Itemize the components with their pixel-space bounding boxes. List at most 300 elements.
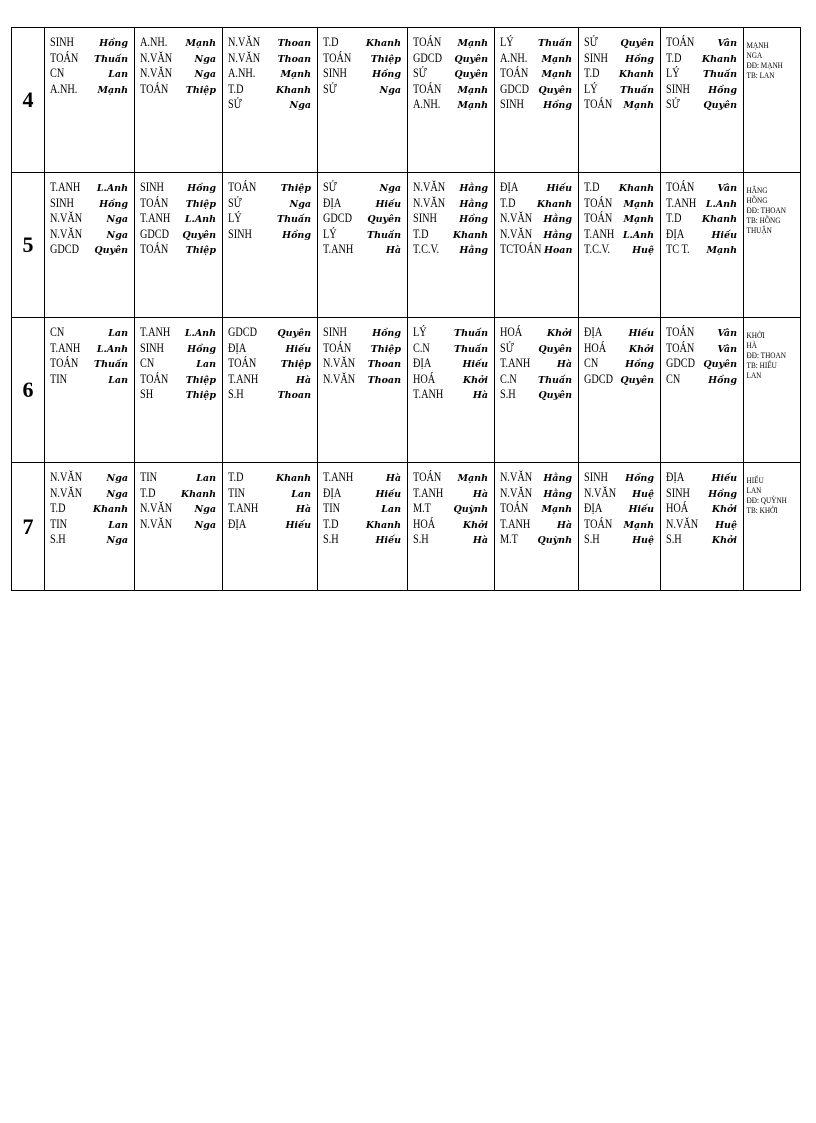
duty-note-line: TB: KHỞI xyxy=(746,505,778,515)
teacher-name: Nga xyxy=(194,519,216,531)
duty-note-line: NGA xyxy=(746,50,763,60)
class-schedule-cell xyxy=(318,173,408,318)
teacher-name: Khanh xyxy=(275,473,311,484)
class-schedule-cell xyxy=(661,28,744,173)
subject-name: T.ANH xyxy=(500,356,531,370)
period-entry xyxy=(140,51,219,67)
period-entry xyxy=(584,372,657,388)
period-entry xyxy=(500,97,575,113)
teacher-name: Khanh xyxy=(618,69,654,80)
period-entry xyxy=(666,196,740,212)
period-entry xyxy=(666,97,740,113)
period-entry xyxy=(584,486,657,502)
subject-name: T.ANH xyxy=(413,485,444,500)
subject-name: N.VĂN xyxy=(228,35,261,49)
subject-name: SINH xyxy=(666,485,690,500)
teacher-name: Khởi xyxy=(546,328,572,339)
period-entry xyxy=(584,501,657,517)
subject-name: LÝ xyxy=(584,81,598,96)
subject-name: TOÁN xyxy=(323,50,352,65)
subject-name: HOÁ xyxy=(413,371,436,386)
period-entry xyxy=(500,82,575,98)
period-entry xyxy=(584,517,657,533)
period-entry xyxy=(500,517,575,533)
period-entry xyxy=(50,470,131,486)
teacher-name: Quyên xyxy=(454,53,488,65)
subject-name: CN xyxy=(50,66,65,80)
subject-name: T.D xyxy=(140,485,156,500)
teacher-name: Lan xyxy=(196,473,216,484)
teacher-name: Hà xyxy=(385,245,401,256)
period-entry xyxy=(323,470,404,486)
teacher-name: Hồng xyxy=(708,374,737,386)
teacher-name: L.Anh xyxy=(96,183,128,194)
period-entry xyxy=(140,486,219,502)
subject-name: TIN xyxy=(50,516,68,531)
subject-name: T.ANH xyxy=(500,516,531,531)
class-schedule-cell xyxy=(579,463,661,591)
period-entry xyxy=(413,227,491,243)
period-entry xyxy=(50,325,131,341)
day-number: 4 xyxy=(12,28,45,173)
period-entry xyxy=(500,51,575,67)
subject-name: CN xyxy=(584,356,599,370)
period-entry xyxy=(50,227,131,243)
subject-name: N.VĂN xyxy=(666,516,699,531)
period-entry xyxy=(228,470,314,486)
teacher-name: Nga xyxy=(289,198,311,210)
period-entry xyxy=(228,356,314,372)
period-entry xyxy=(413,97,491,113)
teacher-name: Quyên xyxy=(454,69,488,80)
period-entry xyxy=(500,66,575,82)
subject-name: TOÁN xyxy=(500,501,529,515)
period-entry xyxy=(500,501,575,517)
subject-name: TOÁN xyxy=(584,516,613,531)
subject-name: ĐỊA xyxy=(584,501,603,515)
period-entry xyxy=(228,341,314,357)
subject-name: C.N xyxy=(413,340,430,355)
period-entry xyxy=(323,196,404,212)
period-entry xyxy=(584,66,657,82)
period-entry xyxy=(413,242,491,258)
subject-name: T.D xyxy=(228,81,244,96)
period-entry xyxy=(584,51,657,67)
subject-name: TIN xyxy=(228,485,246,500)
period-entry xyxy=(500,196,575,212)
duty-note-cell xyxy=(744,173,801,318)
teacher-name: Nga xyxy=(106,535,128,546)
subject-name: N.VĂN xyxy=(140,66,173,80)
teacher-name: Lan xyxy=(108,374,128,386)
teacher-name: Thuấn xyxy=(454,328,488,339)
duty-note-line: HÀ xyxy=(746,340,757,350)
class-schedule-cell xyxy=(223,463,318,591)
subject-name: T.ANH xyxy=(666,195,697,210)
class-schedule-cell xyxy=(45,318,135,463)
teacher-name: Quyên xyxy=(277,328,311,339)
teacher-name: Mạnh xyxy=(185,38,216,49)
teacher-name: Hằng xyxy=(459,245,488,256)
teacher-name: Hiếu xyxy=(375,198,401,210)
period-entry xyxy=(584,356,657,372)
subject-name: S.H xyxy=(584,532,600,546)
period-entry xyxy=(140,211,219,227)
period-entry xyxy=(500,470,575,486)
teacher-name: L.Anh xyxy=(96,343,128,355)
period-entry xyxy=(666,180,740,196)
teacher-name: Mạnh xyxy=(457,473,488,484)
teacher-name: Mạnh xyxy=(280,69,311,80)
teacher-name: Nga xyxy=(194,69,216,80)
teacher-name: Hà xyxy=(295,504,311,515)
subject-name: T.C.V. xyxy=(413,242,440,256)
subject-name: T.D xyxy=(666,211,682,225)
subject-name: TOÁN xyxy=(50,50,79,65)
period-entry xyxy=(666,66,740,82)
subject-name: SỬ xyxy=(228,97,242,111)
teacher-name: Nga xyxy=(106,214,128,225)
period-entry xyxy=(584,470,657,486)
subject-name: TOÁN xyxy=(500,66,529,80)
period-entry xyxy=(323,180,404,196)
timetable-row-day-7 xyxy=(12,463,801,591)
subject-name: CN xyxy=(140,356,155,370)
teacher-name: Huệ xyxy=(632,245,654,256)
class-schedule-cell xyxy=(318,463,408,591)
teacher-name: Quỳnh xyxy=(453,504,488,515)
subject-name: GDCD xyxy=(50,242,80,256)
teacher-name: Hiếu xyxy=(711,473,737,484)
subject-name: TOÁN xyxy=(228,356,257,370)
period-entry xyxy=(50,356,131,372)
duty-note-line: THUẬN xyxy=(746,225,772,235)
subject-name: S.H xyxy=(50,532,66,546)
teacher-name: Hằng xyxy=(543,488,572,500)
period-entry xyxy=(413,196,491,212)
period-entry xyxy=(50,517,131,533)
timetable-row-day-4 xyxy=(12,28,801,173)
period-entry xyxy=(323,35,404,51)
period-entry xyxy=(413,325,491,341)
teacher-name: Thuấn xyxy=(538,38,572,49)
period-entry xyxy=(500,180,575,196)
class-schedule-cell xyxy=(408,463,495,591)
subject-name: GDCD xyxy=(413,50,443,65)
subject-name: HOÁ xyxy=(584,340,607,355)
class-schedule-cell xyxy=(579,318,661,463)
duty-note-line: TB: LAN xyxy=(746,70,775,80)
subject-name: LÝ xyxy=(413,325,427,339)
period-entry xyxy=(228,211,314,227)
subject-name: CN xyxy=(666,371,681,386)
teacher-name: Khanh xyxy=(452,229,488,241)
subject-name: N.VĂN xyxy=(50,226,83,241)
teacher-name: Khanh xyxy=(365,38,401,49)
period-entry xyxy=(323,486,404,502)
subject-name: N.VĂN xyxy=(584,485,617,500)
subject-name: TOÁN xyxy=(584,195,613,210)
subject-name: LÝ xyxy=(228,211,242,225)
teacher-name: Hà xyxy=(556,519,572,531)
subject-name: T.ANH xyxy=(140,325,171,339)
teacher-name: Khanh xyxy=(701,53,737,65)
period-entry xyxy=(584,242,657,258)
teacher-name: L.Anh xyxy=(622,229,654,241)
subject-name: SH xyxy=(140,387,154,401)
subject-name: ĐỊA xyxy=(666,470,685,484)
period-entry xyxy=(413,211,491,227)
teacher-name: Hà xyxy=(295,374,311,386)
subject-name: A.NH. xyxy=(228,66,256,80)
teacher-name: Vân xyxy=(717,38,737,49)
subject-name: HOÁ xyxy=(500,325,523,339)
teacher-name: Thuấn xyxy=(538,374,572,386)
subject-name: TOÁN xyxy=(140,81,169,96)
teacher-name: L.Anh xyxy=(184,328,216,339)
teacher-name: Khanh xyxy=(180,488,216,500)
subject-name: TC T. xyxy=(666,242,690,256)
teacher-name: Thoan xyxy=(277,53,311,65)
period-entry xyxy=(140,242,219,258)
subject-name: T.ANH xyxy=(584,226,615,241)
teacher-name: Hằng xyxy=(459,198,488,210)
period-entry xyxy=(323,227,404,243)
class-schedule-cell xyxy=(135,463,223,591)
teacher-name: Hồng xyxy=(99,38,128,49)
teacher-name: Thuấn xyxy=(454,343,488,355)
teacher-name: Mạnh xyxy=(541,53,572,65)
subject-name: ĐỊA xyxy=(323,195,342,210)
subject-name: ĐỊA xyxy=(228,340,247,355)
teacher-name: Hiếu xyxy=(462,359,488,370)
subject-name: M.T xyxy=(413,501,431,515)
period-entry xyxy=(228,51,314,67)
period-entry xyxy=(140,227,219,243)
subject-name: M.T xyxy=(500,532,518,546)
class-schedule-cell xyxy=(318,28,408,173)
period-entry xyxy=(413,486,491,502)
teacher-name: Hằng xyxy=(459,183,488,194)
subject-name: TOÁN xyxy=(413,81,442,96)
timetable-row-day-5 xyxy=(12,173,801,318)
teacher-name: Mạnh xyxy=(97,84,128,96)
subject-name: N.VĂN xyxy=(323,356,356,370)
period-entry xyxy=(500,341,575,357)
period-entry xyxy=(50,35,131,51)
teacher-name: Hà xyxy=(385,473,401,484)
teacher-name: Hồng xyxy=(282,229,311,241)
subject-name: A.NH. xyxy=(413,97,441,111)
teacher-name: Thuấn xyxy=(94,53,128,65)
teacher-name: Mạnh xyxy=(457,100,488,111)
period-entry xyxy=(666,341,740,357)
teacher-name: Huệ xyxy=(715,519,737,531)
day-number: 7 xyxy=(12,463,45,591)
period-entry xyxy=(323,517,404,533)
teacher-name: Lan xyxy=(196,359,216,370)
subject-name: ĐỊA xyxy=(666,226,685,241)
duty-note-line: ĐĐ: THOAN xyxy=(746,205,786,215)
period-entry xyxy=(413,180,491,196)
subject-name: GDCD xyxy=(666,356,696,370)
subject-name: TOÁN xyxy=(140,371,169,386)
subject-name: TOÁN xyxy=(584,211,613,225)
period-entry xyxy=(323,356,404,372)
subject-name: T.D xyxy=(500,195,516,210)
period-entry xyxy=(500,35,575,51)
period-entry xyxy=(140,372,219,388)
teacher-name: Nga xyxy=(106,488,128,500)
teacher-name: Thiệp xyxy=(185,84,216,96)
period-entry xyxy=(50,501,131,517)
subject-name: A.NH. xyxy=(140,35,168,49)
period-entry xyxy=(50,180,131,196)
period-entry xyxy=(228,325,314,341)
subject-name: LÝ xyxy=(500,35,514,49)
subject-name: T.ANH xyxy=(50,340,81,355)
period-entry xyxy=(228,387,314,403)
period-entry xyxy=(413,517,491,533)
teacher-name: Hà xyxy=(472,488,488,500)
period-entry xyxy=(50,82,131,98)
period-entry xyxy=(228,501,314,517)
subject-name: TIN xyxy=(50,371,68,386)
teacher-name: Quyên xyxy=(703,359,737,370)
subject-name: TOÁN xyxy=(666,180,695,194)
period-entry xyxy=(228,372,314,388)
period-entry xyxy=(413,532,491,548)
period-entry xyxy=(50,242,131,258)
period-entry xyxy=(413,341,491,357)
teacher-name: Hồng xyxy=(99,198,128,210)
duty-note-line: LAN xyxy=(746,485,762,495)
subject-name: N.VĂN xyxy=(50,211,83,225)
subject-name: ĐỊA xyxy=(584,325,603,339)
period-entry xyxy=(500,372,575,388)
teacher-name: Thuấn xyxy=(703,69,737,80)
teacher-name: Vân xyxy=(717,343,737,355)
teacher-name: Mạnh xyxy=(623,214,654,225)
period-entry xyxy=(584,196,657,212)
subject-name: HOÁ xyxy=(666,501,689,515)
timetable-row-day-6 xyxy=(12,318,801,463)
teacher-name: Khanh xyxy=(92,504,128,515)
teacher-name: Vân xyxy=(717,328,737,339)
teacher-name: Lan xyxy=(108,328,128,339)
teacher-name: L.Anh xyxy=(184,214,216,225)
teacher-name: Mạnh xyxy=(623,519,654,531)
teacher-name: Hồng xyxy=(187,343,216,355)
period-entry xyxy=(228,97,314,113)
subject-name: SINH xyxy=(413,211,437,225)
teacher-name: Quyên xyxy=(367,214,401,225)
teacher-name: Quyên xyxy=(538,390,572,401)
duty-note-cell xyxy=(744,463,801,591)
period-entry xyxy=(140,325,219,341)
period-entry xyxy=(228,227,314,243)
subject-name: TOÁN xyxy=(666,35,695,49)
teacher-name: Hiếu xyxy=(285,519,311,531)
duty-note-line: KHỞI xyxy=(746,330,765,340)
period-entry xyxy=(500,387,575,403)
class-schedule-cell xyxy=(45,28,135,173)
subject-name: TOÁN xyxy=(584,97,613,111)
teacher-name: Hồng xyxy=(625,473,654,484)
period-entry xyxy=(500,486,575,502)
teacher-name: Thuấn xyxy=(367,229,401,241)
teacher-name: Mạnh xyxy=(623,100,654,111)
period-entry xyxy=(323,372,404,388)
subject-name: N.VĂN xyxy=(500,211,533,225)
teacher-name: Hiếu xyxy=(546,183,572,194)
class-schedule-cell xyxy=(223,318,318,463)
subject-name: HOÁ xyxy=(413,516,436,531)
subject-name: C.N xyxy=(500,371,517,386)
class-schedule-cell xyxy=(495,28,579,173)
teacher-name: Mạnh xyxy=(706,245,737,256)
period-entry xyxy=(228,517,314,533)
period-entry xyxy=(323,82,404,98)
teacher-name: Khởi xyxy=(628,343,654,355)
class-schedule-cell xyxy=(318,318,408,463)
period-entry xyxy=(50,532,131,548)
period-entry xyxy=(50,372,131,388)
period-entry xyxy=(666,372,740,388)
teacher-name: Hiếu xyxy=(375,488,401,500)
class-schedule-cell xyxy=(408,173,495,318)
teacher-name: Thiệp xyxy=(280,183,311,194)
teacher-name: Hiếu xyxy=(375,535,401,546)
period-entry xyxy=(584,35,657,51)
teacher-name: Mạnh xyxy=(541,504,572,515)
teacher-name: Hà xyxy=(472,535,488,546)
period-entry xyxy=(323,242,404,258)
subject-name: T.D xyxy=(323,35,339,49)
subject-name: N.VĂN xyxy=(140,516,173,531)
teacher-name: Quyên xyxy=(182,229,216,241)
subject-name: S.H xyxy=(500,387,516,401)
teacher-name: Hà xyxy=(472,390,488,401)
subject-name: T.ANH xyxy=(140,211,171,225)
teacher-name: Quyên xyxy=(620,374,654,386)
subject-name: T.ANH xyxy=(323,470,354,484)
teacher-name: Quỳnh xyxy=(537,535,572,546)
subject-name: N.VĂN xyxy=(413,195,446,210)
duty-note-line: ĐĐ: THOAN xyxy=(746,350,786,360)
subject-name: SỬ xyxy=(323,180,337,194)
period-entry xyxy=(228,35,314,51)
teacher-name: Khanh xyxy=(618,183,654,194)
subject-name: SINH xyxy=(584,470,608,484)
teacher-name: Hằng xyxy=(543,473,572,484)
teacher-name: Hằng xyxy=(543,229,572,241)
duty-note-line: LAN xyxy=(746,370,762,380)
period-entry xyxy=(50,51,131,67)
period-entry xyxy=(228,180,314,196)
period-entry xyxy=(140,356,219,372)
teacher-name: Lan xyxy=(291,488,311,500)
teacher-name: Thiệp xyxy=(185,390,216,401)
teacher-name: Hồng xyxy=(625,53,654,65)
subject-name: ĐỊA xyxy=(323,485,342,500)
teacher-name: Hiếu xyxy=(628,328,654,339)
subject-name: GDCD xyxy=(584,371,614,386)
period-entry xyxy=(323,51,404,67)
period-entry xyxy=(413,82,491,98)
subject-name: LÝ xyxy=(666,66,680,80)
duty-note-line: MẠNH xyxy=(746,40,769,50)
